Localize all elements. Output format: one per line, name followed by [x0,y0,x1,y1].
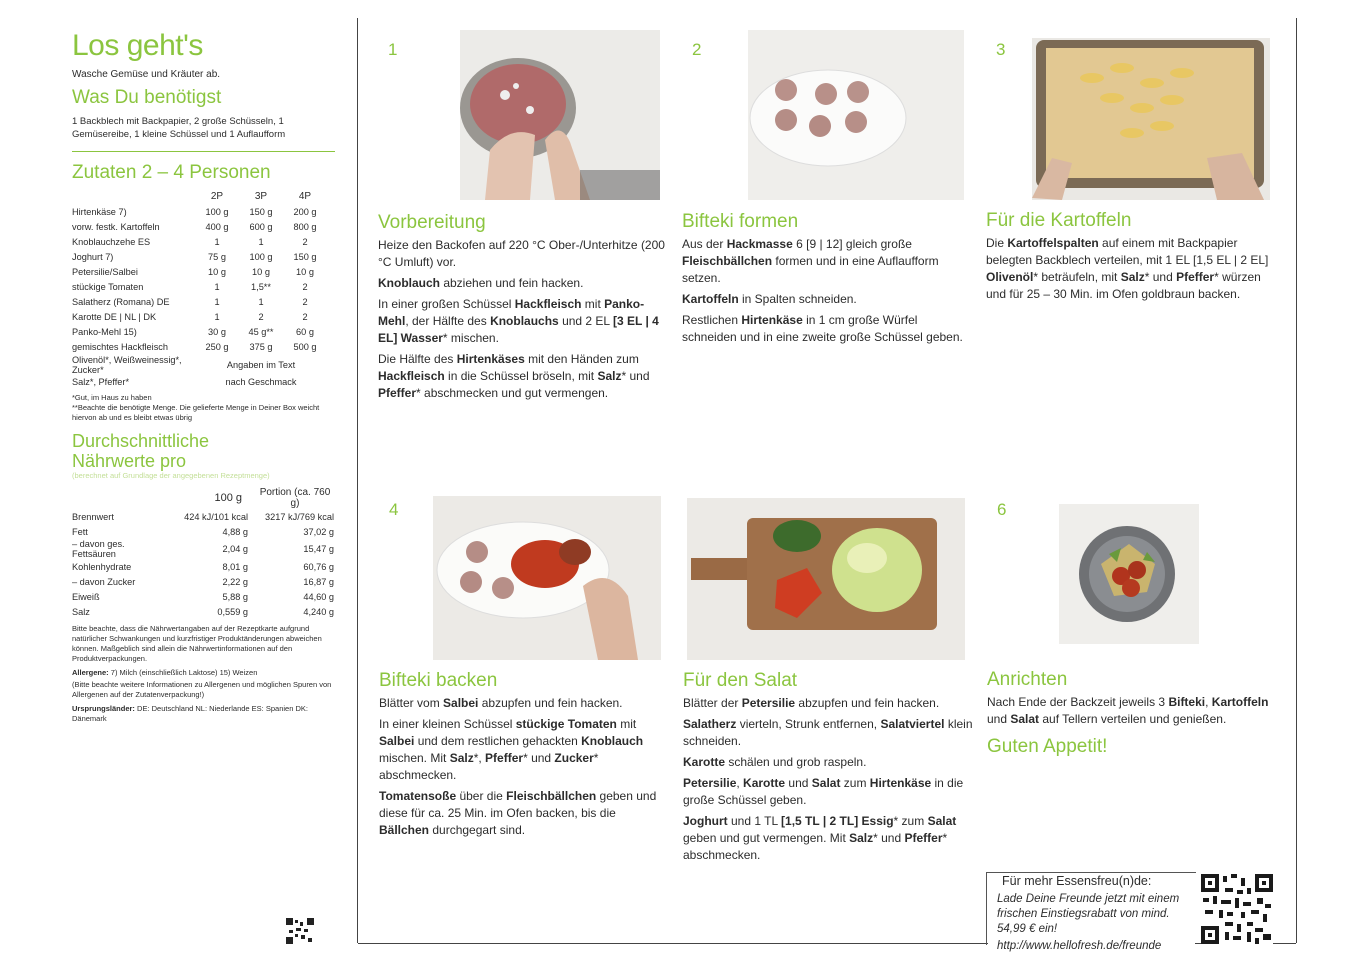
column-divider-right [1296,18,1297,943]
nutrition-per-100g: 424 kJ/101 kcal [184,511,248,522]
step-ingredient: Pfeffer [1176,270,1215,284]
step-paragraph [379,788,669,839]
ingredient-row [72,219,327,234]
guten-appetit: Guten Appetit! [987,736,1108,757]
step-ingredient: Hackfleisch [514,297,582,311]
step-text-run: 6 [9 | 12] gleich große [792,237,912,251]
ingredient-qty-q3: 150 g [249,206,273,217]
ingredient-value: Angaben im Text [226,359,296,370]
step-ingredient: Knoblauchs [490,314,559,328]
step-ingredient: Salatviertel [880,717,945,731]
nutrition-per-portion: 37,02 g [303,526,334,537]
ingredient-row-extra [72,355,327,375]
ingredient-name: gemischtes Hackfleisch [72,342,168,353]
step-ingredient: Salz [849,831,874,845]
nutrition-name: Eiweiß [72,591,100,602]
ingredient-qty-q2: 1 [214,297,220,308]
ingredient-name: Knoblauchzehe ES [72,236,151,247]
step-text-run: * und [523,751,555,765]
nutrition-per-100g: 2,04 g [222,544,248,555]
step-paragraph [379,716,669,784]
step-text-run: vierteln, Strunk entfernen, [736,717,881,731]
nutrition-name: – davon ges. Fettsäuren [72,539,125,560]
step-ingredient: Petersilie [741,696,796,710]
nutrition-row [72,539,334,559]
step-ingredient: Fleischbällchen [506,789,597,803]
step-ingredient: Salat [1010,712,1040,726]
step-ingredient: Kartoffeln [682,292,739,306]
step-ingredient: Olivenöl [986,270,1034,284]
step-paragraph [683,813,973,864]
nutrition-subtitle: (berechnet auf Grundlage der angegebenen Rezeptmenge) [72,471,270,481]
step-text-run: , [736,776,744,790]
nutrition-per-100g: 2,22 g [222,576,248,587]
step-text-run: In einer großen Schüssel [378,297,515,311]
ingredient-name: Salz*, Pfeffer* [72,377,130,388]
nutrition-row [72,509,334,524]
step-1-photo [460,30,660,200]
nutrition-per-portion: 44,60 g [303,591,334,602]
step-text [682,236,972,350]
step-3-photo [1032,38,1270,200]
ingredient-qty-q4: 2 [302,282,308,293]
ingredient-qty-q3: 1 [258,236,264,247]
ingredient-qty-q3: 375 g [249,342,273,353]
divider [72,151,335,152]
step-4-photo [433,496,661,660]
ingredient-row [72,310,327,325]
footnote-pantry: *Gut, im Haus zu haben [72,393,152,403]
ingredient-qty-q2: 250 g [205,342,229,353]
ingredient-row [72,279,327,294]
ingredient-qty-q2: 75 g [208,251,226,262]
promo-link[interactable]: http://www.hellofresh.de/freunde [997,940,1162,952]
step-2-photo [748,30,964,200]
step-paragraph [682,312,972,346]
step-5-photo [687,498,965,660]
ingredient-value: nach Geschmack [225,377,297,388]
step-ingredient: Knoblauch [581,734,644,748]
step-paragraph [683,695,973,712]
nutrition-row [72,574,334,589]
header-3p: 3P [254,190,268,202]
step-text-run: formen und in eine Auflaufform setzen. [682,254,939,285]
step-ingredient: Hirtenkäse [741,313,803,327]
ingredients-title: Zutaten 2 – 4 Personen [72,162,271,183]
step-text-run: Die Hälfte des [378,352,457,366]
step-ingredient: Tomatensoße [379,789,457,803]
ingredient-row-salt [72,375,327,390]
step-ingredient: Kartoffelspalten [1007,236,1099,250]
step-text-run: in Spalten schneiden. [738,292,857,306]
step-text [378,237,668,406]
step-text-run: * beträufeln, mit [1033,270,1121,284]
ingredient-qty-q3: 2 [258,312,264,323]
step-text-run: über die [456,789,507,803]
ingredient-name: Joghurt 7) [72,251,114,262]
step-text-run: mischen. Mit [379,751,450,765]
needs-title: Was Du benötigst [72,87,222,108]
ingredient-name: vorw. festk. Kartoffeln [72,221,160,232]
nutrition-row [72,559,334,574]
nutrition-name: Salz [72,607,90,618]
promo-heading: Für mehr Essensfreu(n)de: [998,874,1155,888]
nutrition-name: – davon Zucker [72,576,136,587]
allergens-label: Allergene: [72,667,109,677]
step-title: Für die Kartoffeln [986,210,1132,231]
allergens-text: 7) Milch (einschließlich Laktose) 15) Weizen [110,667,258,677]
step-text [986,235,1276,307]
step-text-run: * abschmecken und gut vermengen. [416,386,609,400]
nutrition-per-portion: 16,87 g [303,576,334,587]
ingredient-qty-q4: 10 g [296,266,314,277]
ingredient-row [72,295,327,310]
step-paragraph [986,235,1276,303]
step-number: 6 [997,500,1007,519]
step-title: Für den Salat [683,670,798,691]
ingredient-qty-q3: 1 [258,297,264,308]
step-text-run: * zum [893,814,928,828]
step-text-run: abzupfen und fein hacken. [795,696,940,710]
step-text-run: Restlichen [682,313,742,327]
needs-text: 1 Backblech mit Backpapier, 2 große Schüsseln, 1 Gemüsereibe, 1 kleine Schüssel und 1 Auflaufform [72,116,286,140]
ingredient-qty-q3: 600 g [249,221,273,232]
step-text-run: in die Schüssel bröseln, mit [444,369,598,383]
step-text-run: * abschmecken. [379,751,599,782]
ingredient-row [72,264,327,279]
ingredient-qty-q2: 1 [214,236,220,247]
step-ingredient: Salat [811,776,841,790]
nutrition-name: Kohlenhydrate [72,561,132,572]
nutrition-per-100g: 0,559 g [217,607,248,618]
allergens [72,668,337,678]
step-text-run: und 1 TL [727,814,782,828]
wash-note: Wasche Gemüse und Kräuter ab. [72,69,221,80]
step-ingredient: Karotte [683,755,726,769]
step-text-run: in 1 cm große Würfel schneiden und in eine zweite große Schüssel geben. [682,313,963,344]
step-text-run: Die [986,236,1008,250]
step-ingredient: Pfeffer [904,831,943,845]
ingredient-qty-q3: 10 g [252,266,270,277]
qr-code[interactable] [1201,874,1273,944]
step-paragraph [682,236,972,287]
step-number: 4 [389,500,399,519]
step-ingredient: Zucker [554,751,594,765]
nutrition-row [72,589,334,604]
step-title: Vorbereitung [378,212,486,233]
header-2p: 2P [210,190,224,202]
step-text-run: und 2 EL [558,314,613,328]
step-title: Bifteki backen [379,670,498,691]
step-number: 3 [996,40,1006,59]
step-6-photo [1059,504,1199,644]
step-text-run: und dem restlichen gehackten [414,734,582,748]
step-ingredient: Hirtenkäses [456,352,525,366]
step-text-run: klein schneiden. [683,717,973,748]
step-ingredient: Petersilie [683,776,737,790]
step-text-run: in die große Schüssel geben. [683,776,964,807]
step-paragraph [683,775,973,809]
step-ingredient: Bällchen [379,823,430,837]
ingredient-qty-q4: 800 g [293,221,317,232]
step-text-run: abzupfen und fein hacken. [478,696,623,710]
step-paragraph [987,694,1277,728]
ingredient-qty-q3: 45 g** [248,327,274,338]
step-ingredient: [1,5 TL | 2 TL] Essig [781,814,894,828]
step-text-run: Aus der [682,237,727,251]
step-paragraph [379,695,669,712]
nutrition-per-100g: 4,88 g [222,526,248,537]
step-paragraph [378,296,668,347]
step-ingredient: stückige Tomaten [515,717,617,731]
promo-box [992,872,1192,954]
step-ingredient: Pfeffer [378,386,417,400]
origin-label: Ursprungsländer: [72,703,135,713]
ingredient-qty-q2: 10 g [208,266,226,277]
step-text-run: zum [840,776,870,790]
origin [72,704,334,724]
step-text-run: * abschmecken. [683,831,948,862]
page-title: Los geht's [72,29,203,62]
nutrition-per-100g: 8,01 g [222,561,248,572]
step-paragraph [682,291,972,308]
step-paragraph [683,754,973,771]
step-ingredient: Salz [597,369,622,383]
header-portion: Portion (ca. 760 g) [259,487,331,510]
step-paragraph [378,237,668,271]
bottom-rule [358,943,988,944]
footnote-quantity: **Beachte die benötigte Menge. Die gelieferte Menge in Deiner Box weicht hiervon ab und es bleibt etwas übrig [72,403,320,423]
ingredient-name: Petersilie/Salbei [72,266,138,277]
step-ingredient: Hackmasse [726,237,793,251]
allergens-note: (Bitte beachte weitere Informationen zu Allergenen und möglichen Spuren von Allergenen auf der Zutatenverpackung!) [72,679,332,699]
step-ingredient: [3 EL | 4 EL] Wasser [378,314,659,345]
ingredient-name: Karotte DE | NL | DK [72,312,157,323]
nutrition-table [72,487,334,620]
nutrition-note: Bitte beachte, dass die Nährwertangaben auf der Rezeptkarte aufgrund natürlicher Schwankungen und kurzfristiger Produktänderungen abweichen können. Maßgeblich sind allein die Nährwertinformationen auf den Produktverpackungen. [72,623,322,663]
header-4p: 4P [298,190,312,202]
ingredient-qty-q2: 1 [214,282,220,293]
ingredient-qty-q2: 400 g [205,221,229,232]
nutrition-name: Fett [72,526,88,537]
ingredient-row [72,204,327,219]
step-text-run: Blätter vom [379,696,444,710]
step-ingredient: Salbei [443,696,479,710]
step-ingredient: Hirtenkäse [869,776,932,790]
ingredient-qty-q3: 100 g [249,251,273,262]
step-paragraph [683,716,973,750]
step-text-run: geben und diese für ca. 25 Min. im Ofen backen, bis die [379,789,657,820]
ingredient-row [72,249,327,264]
step-text-run: und [785,776,812,790]
step-ingredient: Salatherz [683,717,737,731]
step-text-run: * und [873,831,905,845]
step-paragraph [378,275,668,292]
step-text-run: Nach Ende der Backzeit jeweils 3 [987,695,1169,709]
ingredient-qty-q4: 60 g [296,327,314,338]
step-text-run: * mischen. [442,331,499,345]
ingredients-table [72,188,327,390]
column-divider-left [357,18,358,943]
ingredient-name: Hirtenkäse 7) [72,206,127,217]
step-text-run: , der Hälfte des [405,314,491,328]
step-text-run: auf Tellern verteilen und genießen. [1039,712,1227,726]
step-title: Bifteki formen [682,211,799,232]
step-ingredient: Karotte [743,776,786,790]
step-ingredient: Salat [927,814,957,828]
nutrition-title: Durchschnittliche Nährwerte pro [72,431,210,472]
header-100g: 100 g [214,492,242,505]
step-ingredient: Salz [449,751,474,765]
nutrition-per-100g: 5,88 g [222,591,248,602]
ingredient-qty-q4: 200 g [293,206,317,217]
step-ingredient: Bifteki [1168,695,1206,709]
nutrition-per-portion: 60,76 g [303,561,334,572]
step-text-run: mit den Händen zum [524,352,639,366]
step-text-run: auf einem mit Backpapier belegten Backblech verteilen, mit 1 EL [1,5 EL | 2 EL] [986,236,1269,267]
left-column [72,28,337,724]
ingredient-qty-q2: 30 g [208,327,226,338]
ingredient-row [72,340,327,355]
step-text [683,695,973,868]
step-ingredient: Hackfleisch [378,369,445,383]
step-paragraph [378,351,668,402]
step-text-run: abziehen und fein hacken. [440,276,584,290]
ingredient-qty-q4: 2 [302,297,308,308]
step-text [379,695,669,843]
step-ingredient: Knoblauch [378,276,440,290]
step-text-run: mit [581,297,605,311]
ingredient-qty-q4: 500 g [293,342,317,353]
step-text [987,694,1277,732]
step-ingredient: Pfeffer [485,751,524,765]
step-ingredient: Fleischbällchen [682,254,773,268]
ingredient-name: Panko-Mehl 15) [72,327,137,338]
step-ingredient: Panko-Mehl [378,297,645,328]
ingredient-qty-q2: 100 g [205,206,229,217]
step-text-run: mit [616,717,637,731]
step-ingredient: Kartoffeln [1211,695,1269,709]
step-text-run: schälen und grob raspeln. [725,755,867,769]
step-ingredient: Salz [1120,270,1145,284]
step-text-run: Heize den Backofen auf 220 °C Ober-/Unterhitze (200 °C Umluft) vor. [378,238,665,269]
origin-text: DE: Deutschland NL: Niederlande ES: Spanien DK: Dänemark [72,703,308,723]
nutrition-name: Brennwert [72,511,114,522]
step-text-run: durchgegart sind. [429,823,526,837]
step-text-run: Blätter der [683,696,742,710]
ingredient-name: stückige Tomaten [72,282,144,293]
nutrition-row [72,524,334,539]
nutrition-row [72,605,334,620]
step-text-run: *, [473,751,486,765]
step-ingredient: Joghurt [683,814,728,828]
ingredient-qty-q4: 150 g [293,251,317,262]
qr-code-small [286,918,314,944]
step-text-run: geben und gut vermengen. Mit [683,831,850,845]
ingredient-qty-q4: 2 [302,312,308,323]
step-text-run: * würzen und für 25 – 30 Min. im Ofen goldbraun backen. [986,270,1261,301]
step-text-run: In einer kleinen Schüssel [379,717,516,731]
nutrition-per-portion: 15,47 g [303,544,334,555]
step-title: Anrichten [987,669,1068,690]
ingredient-name: Olivenöl*, Weißweinessig*, Zucker* [72,354,182,375]
step-ingredient: Salbei [379,734,415,748]
promo-text: Lade Deine Freunde jetzt mit einem frischen Einstiegsrabatt von mind. 54,99 € ein! [997,893,1180,935]
step-text-run: * und [1144,270,1177,284]
ingredient-row [72,234,327,249]
ingredients-header-row [72,188,327,204]
nutrition-per-portion: 4,240 g [303,607,334,618]
ingredient-row [72,325,327,340]
ingredient-name: Salatherz (Romana) DE [72,297,170,308]
ingredient-qty-q4: 2 [302,236,308,247]
step-number: 2 [692,40,702,59]
nutrition-per-portion: 3217 kJ/769 kcal [265,511,334,522]
step-text-run: * und [621,369,650,383]
ingredient-qty-q3: 1,5** [251,282,271,293]
ingredient-qty-q2: 1 [214,312,220,323]
step-number: 1 [388,40,398,59]
step-text-run: und [987,712,1011,726]
step-text-run: , [1205,695,1212,709]
